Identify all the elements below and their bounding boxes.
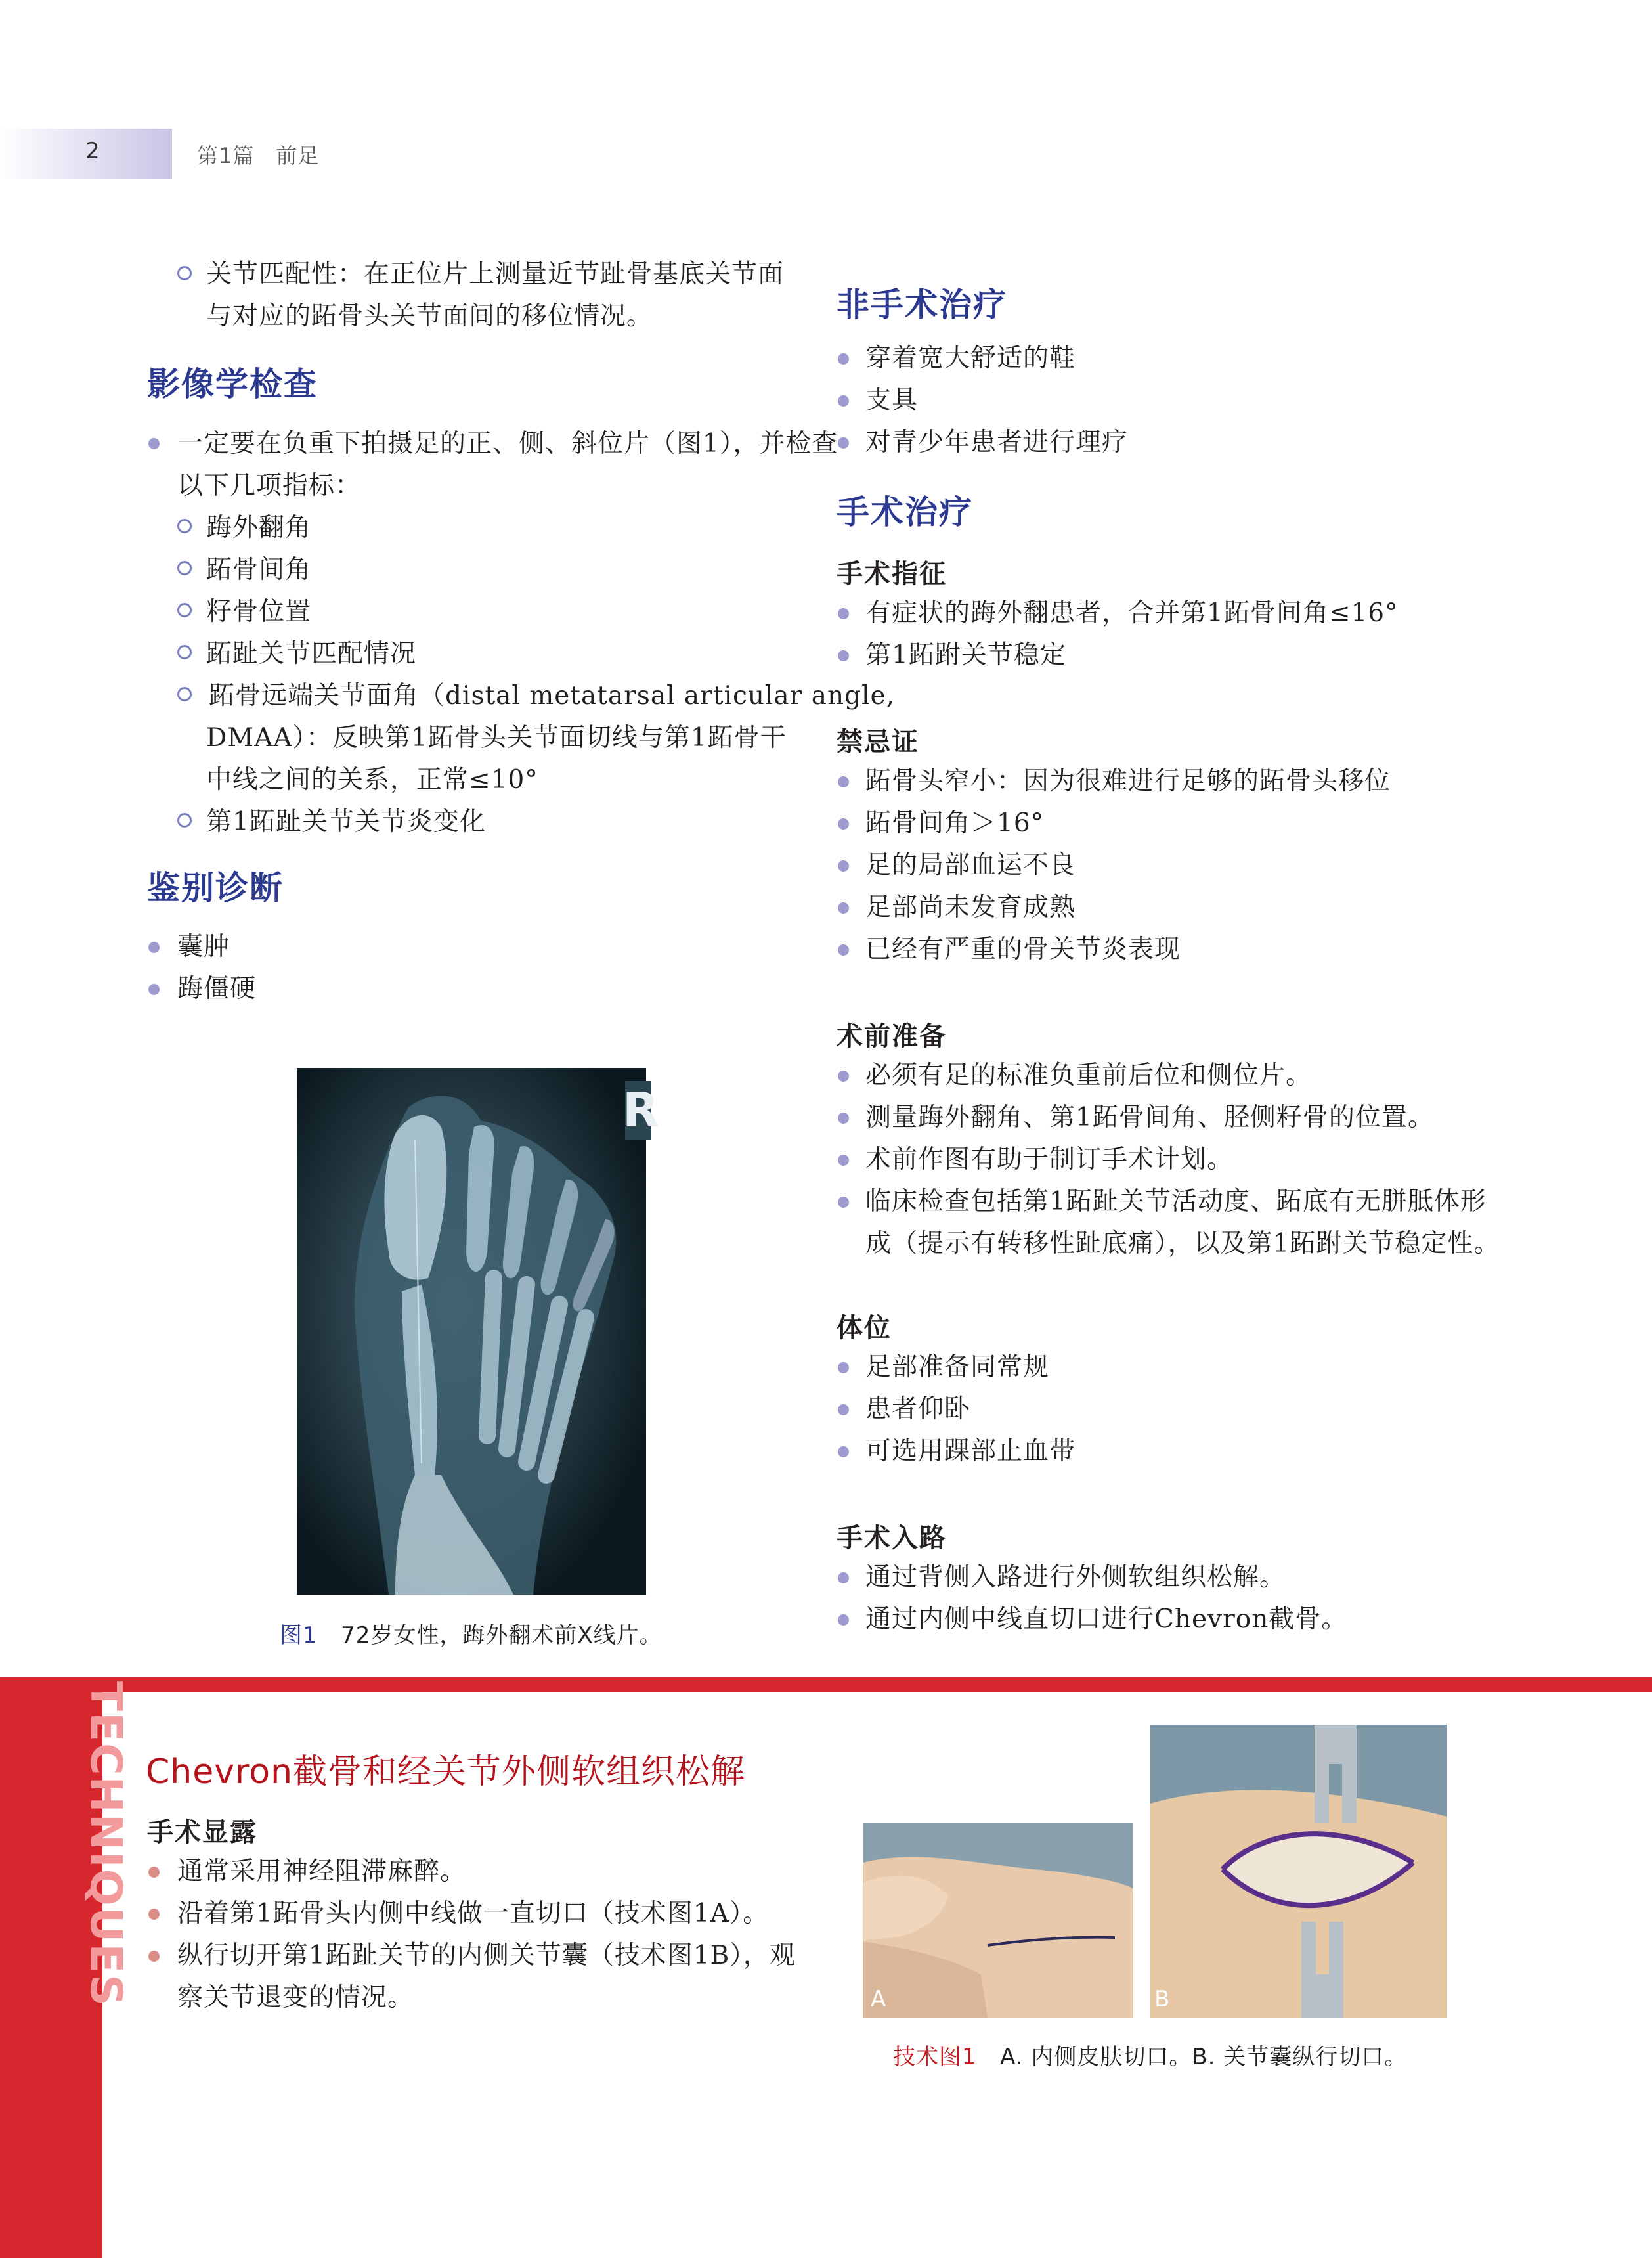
imaging-sub-item: 跖趾关节匹配情况 (206, 639, 417, 669)
contra-item: 跖骨间角＞16° (865, 808, 1045, 838)
page-number: 2 (85, 138, 100, 164)
bullet-icon (148, 1909, 160, 1920)
technique-divider (0, 1677, 1652, 1692)
approach-item: 通过背侧入路进行外侧软组织松解。 (865, 1562, 1286, 1592)
contra-item: 跖骨头窄小：因为很难进行足够的跖骨头移位 (865, 766, 1391, 796)
bullet-icon (838, 1113, 849, 1124)
bullet-icon (838, 353, 849, 365)
dmaa-line1: 跖骨远端关节面角（distal metatarsal articular angle, (209, 681, 895, 711)
bullet-icon (838, 608, 849, 619)
hollow-bullet-icon (177, 813, 192, 828)
position-item: 患者仰卧 (865, 1394, 971, 1424)
position-item: 足部准备同常规 (865, 1352, 1050, 1382)
indication-item: 第1跖跗关节稳定 (865, 640, 1066, 670)
heading-position: 体位 (837, 1313, 892, 1343)
foot-xray-illustration (297, 1068, 646, 1595)
bullet-icon (148, 1867, 160, 1878)
capsule-incision-photo (1150, 1725, 1447, 2018)
preop-item: 术前作图有助于制订手术计划。 (865, 1145, 1234, 1174)
intro-item-line1: 关节匹配性：在正位片上测量近节趾骨基底关节面 (206, 259, 785, 289)
imaging-last-sub: 第1跖趾关节关节炎变化 (206, 807, 486, 837)
technique-figure-caption (893, 2039, 1407, 2071)
position-item: 可选用踝部止血带 (865, 1436, 1076, 1466)
bullet-icon (838, 860, 849, 872)
technique-side-label: TECHNIQUES (81, 1681, 131, 2007)
bullet-icon (838, 1572, 849, 1583)
heading-nonsurgical: 非手术治疗 (837, 286, 1007, 324)
figure1-caption (280, 1617, 663, 1649)
skin-incision-photo (863, 1823, 1133, 2018)
hollow-bullet-icon (177, 687, 192, 701)
contra-item: 足的局部血运不良 (865, 851, 1076, 880)
bullet-icon (838, 1614, 849, 1626)
bullet-icon (838, 944, 849, 956)
imaging-lead-line1: 一定要在负重下拍摄足的正、侧、斜位片（图1），并检查 (177, 429, 838, 458)
contra-item: 已经有严重的骨关节炎表现 (865, 935, 1181, 964)
hollow-bullet-icon (177, 603, 192, 617)
xray-image (297, 1068, 659, 1595)
technique-photo-a (863, 1823, 1133, 2018)
heading-preop: 术前准备 (837, 1021, 947, 1052)
running-head: 第1篇 前足 (197, 143, 320, 168)
hollow-bullet-icon (177, 561, 192, 575)
preop-last-line1: 临床检查包括第1跖趾关节活动度、跖底有无胼胝体形 (865, 1187, 1487, 1216)
bullet-icon (838, 1362, 849, 1373)
heading-imaging: 影像学检查 (147, 365, 318, 403)
xray-side-marker: R (622, 1082, 659, 1138)
figure1-label: 图1 (280, 1622, 318, 1649)
exposure-item: 通常采用神经阻滞麻醉。 (177, 1857, 467, 1886)
approach-item: 通过内侧中线直切口进行Chevron截骨。 (865, 1605, 1348, 1634)
bullet-icon (838, 1446, 849, 1457)
bullet-icon (838, 818, 849, 830)
bullet-icon (148, 984, 160, 995)
panel-b-label: B (1154, 1986, 1170, 2012)
bullet-icon (838, 902, 849, 914)
heading-contraindications: 禁忌证 (837, 727, 919, 757)
technique-title: Chevron截骨和经关节外侧软组织松解 (146, 1752, 746, 1792)
imaging-sub-item: 跖骨间角 (206, 555, 312, 585)
heading-indications: 手术指征 (837, 559, 947, 589)
imaging-sub-item: 踇外翻角 (206, 513, 312, 542)
exposure-last-line1: 纵行切开第1跖趾关节的内侧关节囊（技术图1B），观 (177, 1941, 796, 1970)
bullet-icon (838, 1071, 849, 1082)
exposure-item: 沿着第1跖骨头内侧中线做一直切口（技术图1A）。 (177, 1899, 770, 1928)
imaging-sub-item: 籽骨位置 (206, 597, 312, 627)
exposure-last-line2: 察关节退变的情况。 (177, 1983, 414, 2012)
heading-differential: 鉴别诊断 (147, 869, 284, 907)
technique-photo-b (1150, 1725, 1447, 2018)
heading-approach: 手术入路 (837, 1523, 947, 1553)
preop-item: 测量踇外翻角、第1跖骨间角、胫侧籽骨的位置。 (865, 1103, 1434, 1132)
heading-exposure: 手术显露 (147, 1817, 257, 1848)
indication-item: 有症状的踇外翻患者，合并第1跖骨间角≤16° (865, 598, 1399, 628)
hollow-bullet-icon (177, 266, 192, 280)
heading-surgical: 手术治疗 (837, 493, 973, 531)
bullet-icon (148, 438, 160, 449)
dmaa-line3: 中线之间的关系，正常≤10° (206, 765, 538, 795)
nonsurgical-item: 对青少年患者进行理疗 (865, 428, 1129, 457)
bullet-icon (838, 395, 849, 407)
nonsurgical-item: 穿着宽大舒适的鞋 (865, 343, 1076, 373)
nonsurgical-item: 支具 (865, 386, 919, 415)
hollow-bullet-icon (177, 519, 192, 533)
bullet-icon (148, 942, 160, 953)
contra-item: 足部尚未发育成熟 (865, 893, 1076, 922)
bullet-icon (838, 437, 849, 449)
bullet-icon (838, 1404, 849, 1415)
imaging-lead-line2: 以下几项指标： (177, 471, 362, 500)
panel-a-label: A (871, 1986, 886, 2012)
differential-item: 囊肿 (177, 932, 230, 962)
preop-last-line2: 成（提示有转移性趾底痛），以及第1跖跗关节稳定性。 (865, 1229, 1500, 1258)
differential-item: 踇僵硬 (177, 974, 257, 1004)
bullet-icon (148, 1951, 160, 1962)
intro-item-line2: 与对应的跖骨头关节面间的移位情况。 (206, 301, 653, 331)
technique-figure-caption-text: A. 内侧皮肤切口。B. 关节囊纵行切口。 (1000, 2044, 1408, 2070)
dmaa-line2: DMAA）：反映第1跖骨头关节面切线与第1跖骨干 (206, 723, 787, 753)
bullet-icon (838, 1155, 849, 1166)
bullet-icon (838, 650, 849, 661)
figure1-caption-text: 72岁女性，踇外翻术前X线片。 (341, 1622, 663, 1649)
bullet-icon (838, 1197, 849, 1208)
preop-item: 必须有足的标准负重前后位和侧位片。 (865, 1061, 1313, 1090)
hollow-bullet-icon (177, 645, 192, 659)
bullet-icon (838, 776, 849, 787)
technique-figure-label: 技术图1 (893, 2044, 977, 2070)
